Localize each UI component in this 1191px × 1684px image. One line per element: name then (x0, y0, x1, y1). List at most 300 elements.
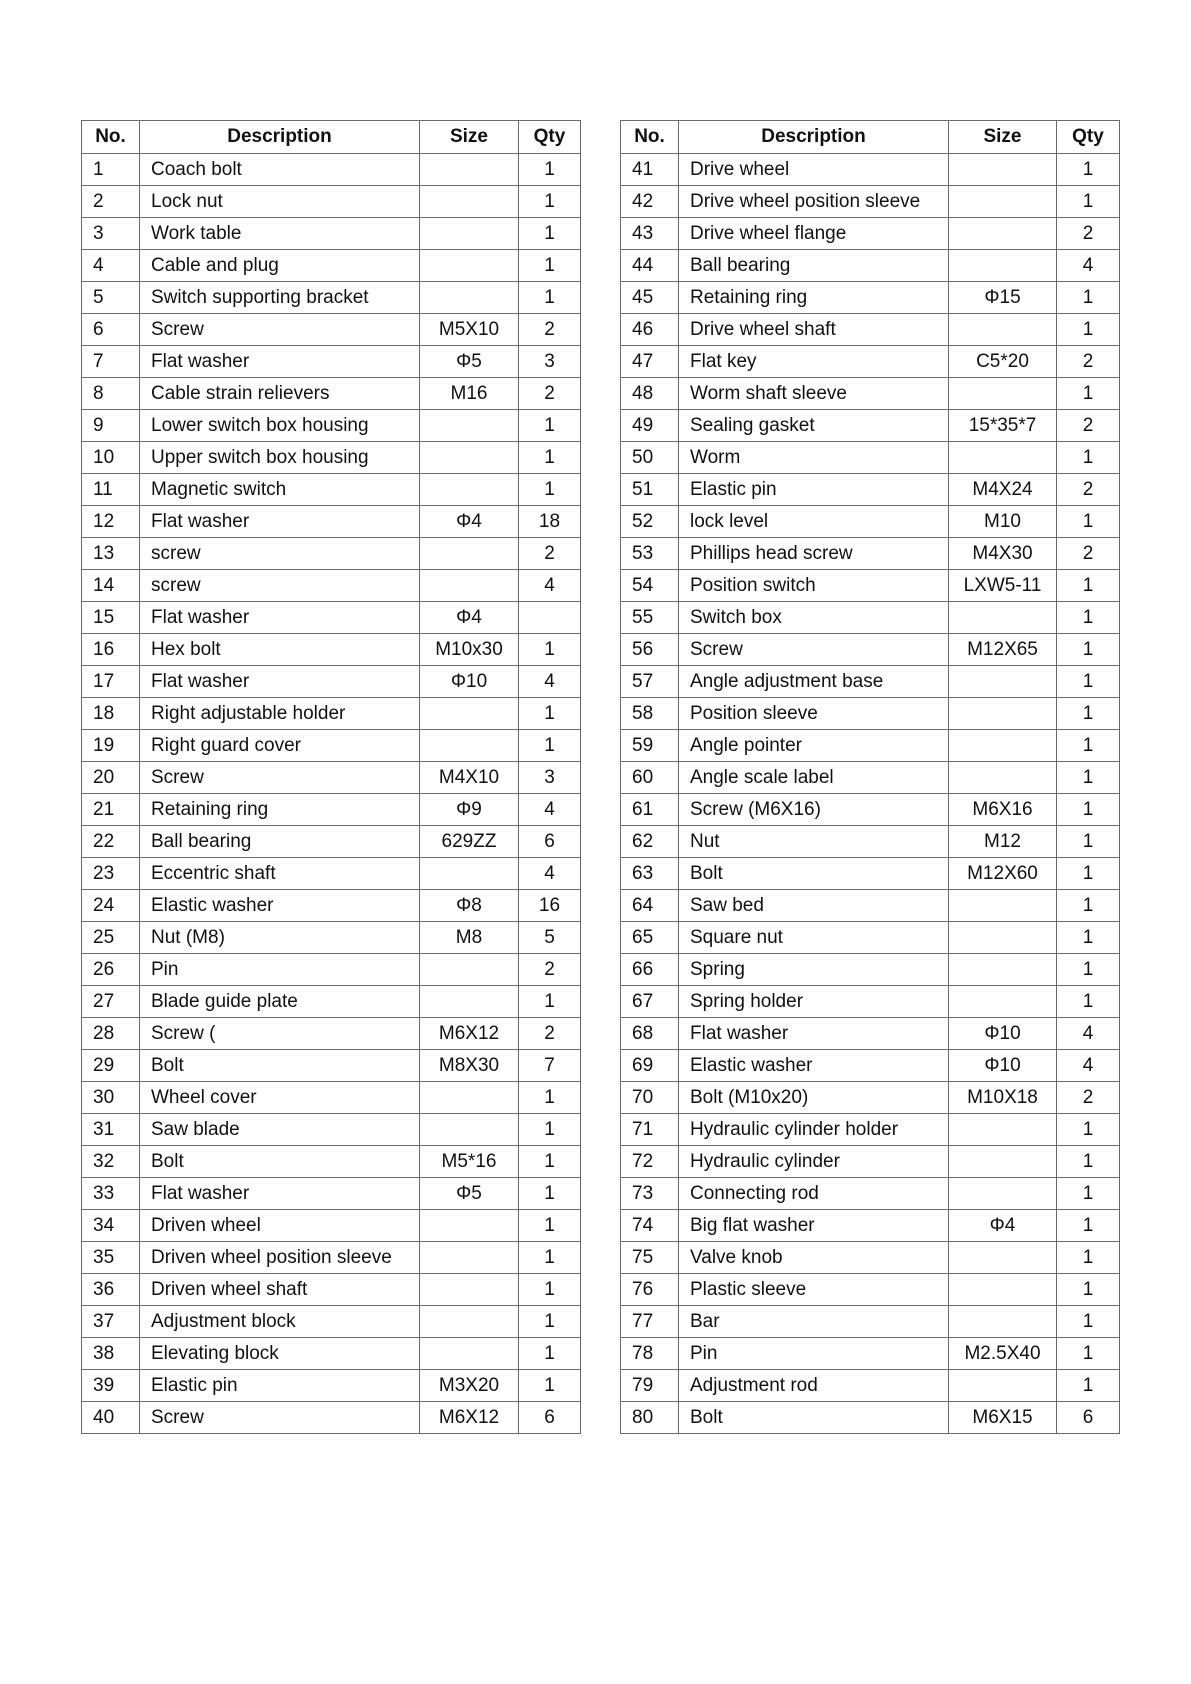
part-description: Bolt (140, 1050, 420, 1082)
part-description: Square nut (679, 922, 949, 954)
part-quantity: 4 (519, 570, 581, 602)
part-size (420, 730, 519, 762)
table-row (82, 730, 581, 762)
part-size: LXW5-11 (949, 570, 1057, 602)
part-quantity: 6 (519, 826, 581, 858)
table-row (82, 250, 581, 282)
part-size (420, 1082, 519, 1114)
part-size: M6X16 (949, 794, 1057, 826)
table-row (621, 698, 1120, 730)
table-row (621, 922, 1120, 954)
part-description: Flat washer (140, 666, 420, 698)
table-row (82, 1114, 581, 1146)
part-number: 7 (82, 346, 140, 378)
part-number: 21 (82, 794, 140, 826)
table-row (621, 1242, 1120, 1274)
part-size (949, 1114, 1057, 1146)
part-quantity: 1 (1057, 666, 1120, 698)
table-row (621, 666, 1120, 698)
table-row (621, 154, 1120, 186)
part-description: Drive wheel (679, 154, 949, 186)
table-row (621, 954, 1120, 986)
table-row (621, 538, 1120, 570)
part-description: Ball bearing (140, 826, 420, 858)
part-description: Drive wheel flange (679, 218, 949, 250)
part-number: 76 (621, 1274, 679, 1306)
part-number: 6 (82, 314, 140, 346)
part-quantity: 1 (1057, 826, 1120, 858)
part-number: 2 (82, 186, 140, 218)
part-size: M16 (420, 378, 519, 410)
part-description: Switch supporting bracket (140, 282, 420, 314)
part-size (420, 570, 519, 602)
table-row (82, 378, 581, 410)
table-row (621, 826, 1120, 858)
table-row (621, 730, 1120, 762)
part-size (420, 1338, 519, 1370)
part-quantity: 1 (519, 442, 581, 474)
part-size (949, 922, 1057, 954)
part-description: Screw (140, 314, 420, 346)
parts-list-right (621, 154, 1120, 1434)
table-row (621, 1146, 1120, 1178)
part-description: Spring (679, 954, 949, 986)
part-quantity: 1 (1057, 570, 1120, 602)
part-quantity: 1 (519, 1114, 581, 1146)
part-number: 69 (621, 1050, 679, 1082)
table-header-row (621, 121, 1120, 154)
part-number: 80 (621, 1402, 679, 1434)
part-quantity: 3 (519, 346, 581, 378)
part-size (420, 1242, 519, 1274)
part-number: 18 (82, 698, 140, 730)
part-size: Φ4 (949, 1210, 1057, 1242)
part-number: 44 (621, 250, 679, 282)
part-description: Screw (140, 1402, 420, 1434)
part-quantity: 1 (1057, 282, 1120, 314)
part-number: 48 (621, 378, 679, 410)
part-quantity: 1 (1057, 1114, 1120, 1146)
part-description: Flat washer (140, 602, 420, 634)
part-quantity: 1 (519, 186, 581, 218)
part-number: 32 (82, 1146, 140, 1178)
part-quantity: 1 (519, 1338, 581, 1370)
header-description: Description (140, 121, 420, 154)
part-number: 24 (82, 890, 140, 922)
part-description: Sealing gasket (679, 410, 949, 442)
part-number: 38 (82, 1338, 140, 1370)
part-quantity: 1 (519, 634, 581, 666)
part-description: Drive wheel shaft (679, 314, 949, 346)
part-number: 52 (621, 506, 679, 538)
part-number: 33 (82, 1178, 140, 1210)
part-number: 62 (621, 826, 679, 858)
part-description: Driven wheel (140, 1210, 420, 1242)
table-row (621, 634, 1120, 666)
table-row (82, 1274, 581, 1306)
part-description: Flat washer (679, 1018, 949, 1050)
table-row (621, 1018, 1120, 1050)
part-size (420, 1114, 519, 1146)
table-row (82, 1210, 581, 1242)
part-number: 1 (82, 154, 140, 186)
part-size (949, 154, 1057, 186)
table-row (621, 1306, 1120, 1338)
part-size: M3X20 (420, 1370, 519, 1402)
part-size: Φ9 (420, 794, 519, 826)
table-row (621, 1114, 1120, 1146)
part-size (420, 154, 519, 186)
table-row (621, 474, 1120, 506)
header-no: No. (621, 121, 679, 154)
part-number: 22 (82, 826, 140, 858)
part-number: 77 (621, 1306, 679, 1338)
part-number: 72 (621, 1146, 679, 1178)
table-row (621, 218, 1120, 250)
part-size (949, 442, 1057, 474)
table-row (82, 602, 581, 634)
table-row (621, 1402, 1120, 1434)
part-size: Φ10 (949, 1018, 1057, 1050)
part-size (420, 1274, 519, 1306)
part-description: Cable and plug (140, 250, 420, 282)
part-quantity: 1 (1057, 730, 1120, 762)
part-quantity: 1 (1057, 922, 1120, 954)
part-size (420, 1306, 519, 1338)
part-quantity: 1 (519, 1178, 581, 1210)
part-size: Φ8 (420, 890, 519, 922)
part-description: Nut (679, 826, 949, 858)
part-size: Φ4 (420, 602, 519, 634)
parts-table-right (620, 120, 1120, 1434)
part-size (949, 698, 1057, 730)
table-row (82, 410, 581, 442)
part-description: Angle adjustment base (679, 666, 949, 698)
table-row (82, 1306, 581, 1338)
part-size (420, 474, 519, 506)
part-quantity: 1 (519, 1306, 581, 1338)
part-quantity: 6 (1057, 1402, 1120, 1434)
part-quantity: 1 (1057, 1242, 1120, 1274)
table-row (82, 794, 581, 826)
part-number: 63 (621, 858, 679, 890)
part-description: Blade guide plate (140, 986, 420, 1018)
part-quantity: 2 (519, 1018, 581, 1050)
part-size (949, 218, 1057, 250)
part-quantity: 1 (1057, 698, 1120, 730)
part-quantity: 1 (1057, 1210, 1120, 1242)
part-quantity: 1 (1057, 506, 1120, 538)
part-description: Plastic sleeve (679, 1274, 949, 1306)
part-number: 13 (82, 538, 140, 570)
table-row (621, 1178, 1120, 1210)
part-size: M5*16 (420, 1146, 519, 1178)
part-description: lock level (679, 506, 949, 538)
part-description: Magnetic switch (140, 474, 420, 506)
part-quantity: 4 (1057, 250, 1120, 282)
part-size: M4X30 (949, 538, 1057, 570)
part-number: 51 (621, 474, 679, 506)
part-size (949, 986, 1057, 1018)
part-size: M10X18 (949, 1082, 1057, 1114)
part-quantity: 1 (1057, 154, 1120, 186)
part-number: 46 (621, 314, 679, 346)
part-size (949, 602, 1057, 634)
part-number: 9 (82, 410, 140, 442)
part-description: Right guard cover (140, 730, 420, 762)
part-size: M6X15 (949, 1402, 1057, 1434)
part-description: Hex bolt (140, 634, 420, 666)
part-description: Ball bearing (679, 250, 949, 282)
table-row (621, 1210, 1120, 1242)
part-number: 5 (82, 282, 140, 314)
part-description: Bolt (679, 1402, 949, 1434)
part-quantity: 1 (1057, 602, 1120, 634)
table-row (621, 250, 1120, 282)
part-number: 8 (82, 378, 140, 410)
table-row (82, 634, 581, 666)
table-row (82, 314, 581, 346)
part-size (949, 314, 1057, 346)
part-quantity: 1 (1057, 1370, 1120, 1402)
part-description: Lock nut (140, 186, 420, 218)
table-row (621, 1274, 1120, 1306)
part-description: Big flat washer (679, 1210, 949, 1242)
part-description: Screw ( (140, 1018, 420, 1050)
part-quantity: 1 (1057, 314, 1120, 346)
part-quantity: 16 (519, 890, 581, 922)
part-description: Phillips head screw (679, 538, 949, 570)
part-number: 78 (621, 1338, 679, 1370)
part-number: 10 (82, 442, 140, 474)
part-quantity: 1 (519, 282, 581, 314)
part-size: M6X12 (420, 1402, 519, 1434)
table-row (621, 442, 1120, 474)
part-size: M12X65 (949, 634, 1057, 666)
part-number: 66 (621, 954, 679, 986)
part-size (949, 1306, 1057, 1338)
part-description: Worm shaft sleeve (679, 378, 949, 410)
part-quantity: 1 (1057, 442, 1120, 474)
parts-table-left (81, 120, 581, 1434)
part-description: Spring holder (679, 986, 949, 1018)
part-description: Work table (140, 218, 420, 250)
part-quantity: 1 (1057, 954, 1120, 986)
part-number: 59 (621, 730, 679, 762)
part-quantity: 2 (1057, 410, 1120, 442)
part-quantity: 2 (519, 378, 581, 410)
part-number: 50 (621, 442, 679, 474)
part-quantity: 1 (519, 218, 581, 250)
part-description: Elastic washer (140, 890, 420, 922)
table-row (82, 826, 581, 858)
table-row (621, 1338, 1120, 1370)
part-quantity: 1 (519, 698, 581, 730)
part-quantity: 1 (519, 1210, 581, 1242)
part-description: Valve knob (679, 1242, 949, 1274)
part-size (949, 954, 1057, 986)
table-header-row (82, 121, 581, 154)
part-description: Driven wheel position sleeve (140, 1242, 420, 1274)
part-quantity: 1 (1057, 186, 1120, 218)
part-description: Elastic pin (140, 1370, 420, 1402)
part-size (420, 1210, 519, 1242)
header-qty: Qty (1057, 121, 1120, 154)
table-row (82, 538, 581, 570)
table-row (621, 794, 1120, 826)
header-description: Description (679, 121, 949, 154)
table-row (82, 154, 581, 186)
part-size (420, 954, 519, 986)
part-size: 629ZZ (420, 826, 519, 858)
part-quantity: 18 (519, 506, 581, 538)
part-description: screw (140, 570, 420, 602)
part-size (420, 986, 519, 1018)
part-quantity: 1 (1057, 1146, 1120, 1178)
table-row (82, 186, 581, 218)
part-number: 55 (621, 602, 679, 634)
part-quantity: 7 (519, 1050, 581, 1082)
table-row (82, 442, 581, 474)
parts-list-left (82, 154, 581, 1434)
part-number: 14 (82, 570, 140, 602)
part-size (420, 250, 519, 282)
part-quantity: 4 (519, 666, 581, 698)
part-number: 58 (621, 698, 679, 730)
part-description: Coach bolt (140, 154, 420, 186)
part-number: 16 (82, 634, 140, 666)
part-description: Eccentric shaft (140, 858, 420, 890)
part-description: Screw (M6X16) (679, 794, 949, 826)
part-description: Bolt (679, 858, 949, 890)
part-quantity: 1 (1057, 1274, 1120, 1306)
part-number: 42 (621, 186, 679, 218)
part-description: Flat key (679, 346, 949, 378)
part-quantity: 1 (1057, 890, 1120, 922)
part-size: 15*35*7 (949, 410, 1057, 442)
part-description: Nut (M8) (140, 922, 420, 954)
table-row (82, 506, 581, 538)
part-number: 47 (621, 346, 679, 378)
part-description: Saw blade (140, 1114, 420, 1146)
part-quantity: 4 (519, 794, 581, 826)
part-quantity: 1 (1057, 986, 1120, 1018)
part-quantity: 3 (519, 762, 581, 794)
part-number: 39 (82, 1370, 140, 1402)
part-quantity: 2 (1057, 538, 1120, 570)
part-number: 71 (621, 1114, 679, 1146)
part-quantity: 1 (519, 1146, 581, 1178)
part-size (949, 186, 1057, 218)
part-description: Flat washer (140, 1178, 420, 1210)
part-description: Flat washer (140, 506, 420, 538)
part-description: Retaining ring (679, 282, 949, 314)
part-quantity: 6 (519, 1402, 581, 1434)
part-size: M8X30 (420, 1050, 519, 1082)
part-size (949, 250, 1057, 282)
part-quantity: 1 (1057, 858, 1120, 890)
part-size: M10 (949, 506, 1057, 538)
part-number: 30 (82, 1082, 140, 1114)
part-quantity: 2 (1057, 218, 1120, 250)
part-number: 35 (82, 1242, 140, 1274)
part-size (949, 1242, 1057, 1274)
part-description: screw (140, 538, 420, 570)
part-number: 49 (621, 410, 679, 442)
part-size (420, 698, 519, 730)
table-row (621, 762, 1120, 794)
header-size: Size (949, 121, 1057, 154)
table-row (621, 1082, 1120, 1114)
part-size: M5X10 (420, 314, 519, 346)
part-description: Switch box (679, 602, 949, 634)
part-number: 43 (621, 218, 679, 250)
table-row (82, 858, 581, 890)
part-size (949, 1274, 1057, 1306)
part-size: M12 (949, 826, 1057, 858)
table-row (82, 698, 581, 730)
part-quantity: 1 (1057, 1306, 1120, 1338)
part-number: 75 (621, 1242, 679, 1274)
header-no: No. (82, 121, 140, 154)
part-size (420, 186, 519, 218)
part-number: 34 (82, 1210, 140, 1242)
table-row (82, 1082, 581, 1114)
part-number: 25 (82, 922, 140, 954)
part-description: Bar (679, 1306, 949, 1338)
part-description: Elastic pin (679, 474, 949, 506)
part-number: 31 (82, 1114, 140, 1146)
table-row (621, 858, 1120, 890)
part-size: M10x30 (420, 634, 519, 666)
part-quantity: 4 (519, 858, 581, 890)
part-quantity: 5 (519, 922, 581, 954)
part-description: Retaining ring (140, 794, 420, 826)
part-number: 37 (82, 1306, 140, 1338)
part-description: Wheel cover (140, 1082, 420, 1114)
part-size: Φ15 (949, 282, 1057, 314)
part-size: M4X10 (420, 762, 519, 794)
table-row (82, 890, 581, 922)
part-size: Φ5 (420, 1178, 519, 1210)
part-quantity: 2 (1057, 474, 1120, 506)
part-size (949, 730, 1057, 762)
part-number: 41 (621, 154, 679, 186)
table-row (82, 474, 581, 506)
part-quantity: 1 (519, 410, 581, 442)
part-number: 15 (82, 602, 140, 634)
part-number: 68 (621, 1018, 679, 1050)
part-number: 12 (82, 506, 140, 538)
part-number: 73 (621, 1178, 679, 1210)
part-description: Angle scale label (679, 762, 949, 794)
part-size: M2.5X40 (949, 1338, 1057, 1370)
table-row (82, 1370, 581, 1402)
part-quantity: 1 (1057, 1338, 1120, 1370)
part-quantity: 2 (519, 538, 581, 570)
table-row (82, 666, 581, 698)
part-quantity: 2 (519, 314, 581, 346)
table-row (82, 1242, 581, 1274)
part-number: 45 (621, 282, 679, 314)
part-size (420, 218, 519, 250)
part-quantity: 1 (519, 474, 581, 506)
table-row (82, 1050, 581, 1082)
part-size (949, 1146, 1057, 1178)
part-quantity (519, 602, 581, 634)
part-quantity: 1 (1057, 794, 1120, 826)
part-number: 19 (82, 730, 140, 762)
